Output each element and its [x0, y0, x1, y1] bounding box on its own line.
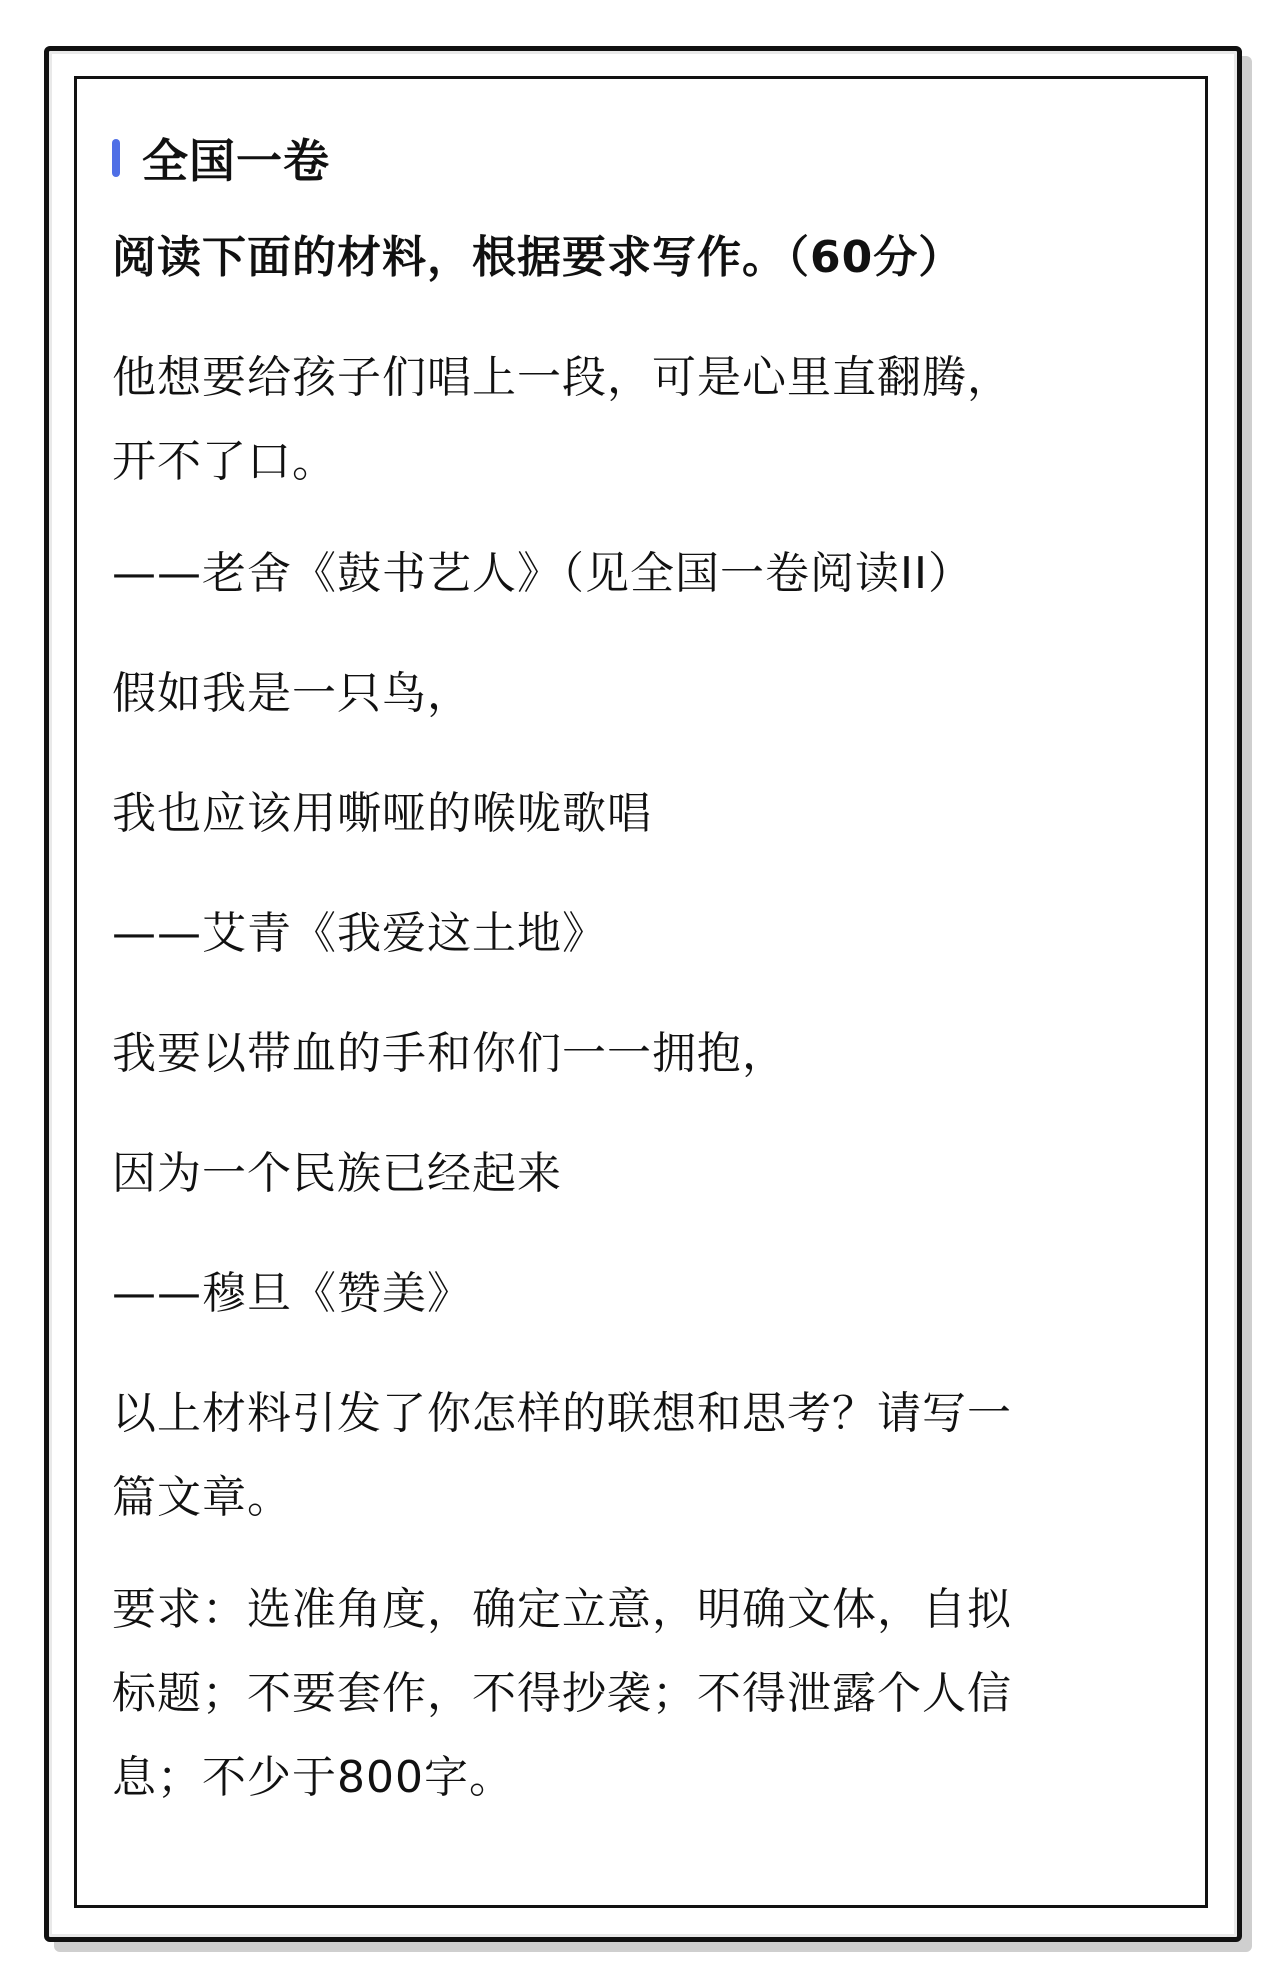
quote2-line2: 我也应该用嘶哑的喉咙歌唱 — [112, 788, 652, 839]
quote1-text — [112, 336, 1182, 504]
quote1-line1: 他想要给孩子们唱上一段，可是心里直翻腾， — [112, 352, 1012, 403]
prompt-line1: 以上材料引发了你怎样的联想和思考？请写一 — [112, 1388, 1012, 1439]
requirements-text — [112, 1568, 1182, 1820]
quote1-source: ——老舍《鼓书艺人》（见全国一卷阅读II） — [112, 548, 973, 599]
quote3-source: ——穆旦《赞美》 — [112, 1268, 472, 1319]
quote1-line2: 开不了口。 — [112, 436, 337, 487]
instruction-text: 阅读下面的材料，根据要求写作。（60分） — [112, 232, 964, 283]
prompt-line2: 篇文章。 — [112, 1472, 292, 1523]
section-heading — [112, 118, 1182, 198]
essay-prompt-card — [112, 118, 1182, 1856]
section-title: 全国一卷 — [142, 134, 330, 188]
requirements-line2: 标题；不要套作，不得抄袭；不得泄露个人信 — [112, 1668, 1012, 1719]
requirements-line1: 要求：选准角度，确定立意，明确文体，自拟 — [112, 1584, 1012, 1635]
quote3-line2: 因为一个民族已经起来 — [112, 1148, 562, 1199]
writing-prompt — [112, 1372, 1182, 1540]
quote3-line1: 我要以带血的手和你们一一拥抱， — [112, 1028, 787, 1079]
requirements-line3: 息；不少于800字。 — [112, 1752, 514, 1803]
quote2-source: ——艾青《我爱这土地》 — [112, 908, 607, 959]
quote2-line1: 假如我是一只鸟， — [112, 668, 472, 719]
accent-bar — [112, 139, 120, 177]
